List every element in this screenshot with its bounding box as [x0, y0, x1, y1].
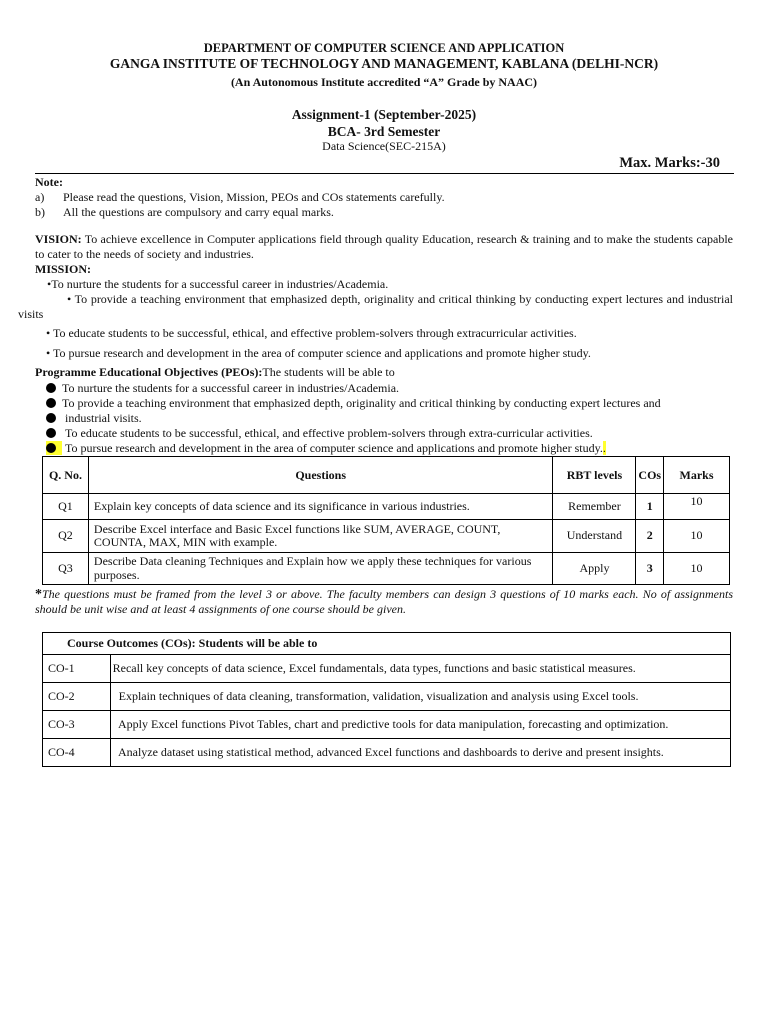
peo-item: To provide a teaching environment that emphasized depth, originality and critical thinking by conducting expert lectures and	[46, 396, 661, 411]
department-heading: DEPARTMENT OF COMPUTER SCIENCE AND APPLICATION	[203, 41, 565, 55]
bullet-icon	[46, 428, 56, 438]
vision-label: VISION:	[35, 232, 82, 246]
bullet-icon	[46, 413, 56, 423]
co-code: CO-3	[43, 711, 111, 739]
note-item-label: b)	[35, 205, 45, 219]
co-text: Recall key concepts of data science, Excel fundamentals, data types, functions and basic statistical measures.	[110, 655, 730, 683]
max-marks: Max. Marks:-30	[619, 155, 720, 171]
co-cell: 2	[636, 520, 664, 553]
note-item-text: All the questions are compulsory and carry equal marks.	[63, 205, 334, 219]
question-cell: Describe Excel interface and Basic Excel functions like SUM, AVERAGE, COUNT, COUNTA, MAX, MIN with example.	[88, 520, 553, 553]
header-marks: Marks	[664, 457, 730, 494]
header-rbt: RBT levels	[553, 457, 636, 494]
rbt-cell: Apply	[553, 553, 636, 585]
questions-table	[42, 456, 730, 585]
table-row	[43, 711, 731, 739]
rbt-cell: Understand	[553, 520, 636, 553]
course-outcomes-table	[42, 632, 731, 767]
peo-intro: The students will be able to	[262, 365, 395, 379]
peo-item: To nurture the students for a successful career in industries/Academia.	[46, 381, 399, 396]
table-row	[43, 520, 730, 553]
marks-cell: 10	[664, 553, 730, 585]
qno-cell: Q3	[43, 553, 89, 585]
highlighted-mark: .	[602, 441, 606, 455]
co-code: CO-2	[43, 683, 111, 711]
footnote-text: The questions must be framed from the level 3 or above. The faculty members can design 3 questions of 10 marks each. No of assignments should be unit wise and at least 4 assignments of one course should be given.	[35, 587, 733, 616]
table-row	[43, 494, 730, 520]
note-item-text: Please read the questions, Vision, Mission, PEOs and COs statements carefully.	[63, 190, 445, 204]
footnote	[35, 587, 733, 617]
note-title: Note:	[35, 175, 63, 189]
table-row	[43, 739, 731, 767]
table-row	[43, 683, 731, 711]
mission-label: MISSION:	[35, 262, 92, 276]
header-divider	[35, 173, 734, 174]
co-text: Explain techniques of data cleaning, transformation, validation, visualization and analysis using Excel tools.	[110, 683, 730, 711]
bullet-icon	[46, 383, 56, 393]
peo-item: industrial visits.	[46, 411, 142, 426]
highlighted-bullet	[46, 441, 62, 455]
table-row	[43, 553, 730, 585]
header-qno: Q. No.	[43, 457, 89, 494]
vision-statement	[35, 232, 733, 261]
rbt-cell: Remember	[553, 494, 636, 520]
co-cell: 1	[636, 494, 664, 520]
peo-item: To educate students to be successful, ethical, and effective problem-solvers through extra-curricular activities.	[46, 426, 593, 441]
marks-cell: 10	[664, 520, 730, 553]
mission-item: • To educate students to be successful, ethical, and effective problem-solvers through extracurricular activities.	[46, 326, 577, 340]
vision-text: To achieve excellence in Computer applications field through quality Education, research & training and to make the students capable to cater to the needs of society and industries.	[35, 232, 733, 261]
header-cos: COs	[636, 457, 664, 494]
qno-cell: Q2	[43, 520, 89, 553]
footnote-star: *	[35, 587, 42, 602]
table-row	[43, 655, 731, 683]
co-text: Analyze dataset using statistical method, advanced Excel functions and dashboards to derive and present insights.	[110, 739, 730, 767]
co-code: CO-4	[43, 739, 111, 767]
co-cell: 3	[636, 553, 664, 585]
co-text: Apply Excel functions Pivot Tables, chart and predictive tools for data manipulation, forecasting and optimization.	[110, 711, 730, 739]
question-cell: Explain key concepts of data science and its significance in various industries.	[88, 494, 553, 520]
peo-label: Programme Educational Objectives (PEOs):	[35, 365, 263, 379]
institute-heading: GANGA INSTITUTE OF TECHNOLOGY AND MANAGEMENT, KABLANA (DELHI-NCR)	[109, 56, 659, 71]
bullet-icon	[46, 398, 56, 408]
co-table-header	[43, 633, 731, 655]
note-item-label: a)	[35, 190, 45, 204]
co-code: CO-1	[43, 655, 111, 683]
peo-item: To pursue research and development in the area of computer science and applications and promote higher study..	[46, 441, 606, 456]
accreditation-line: (An Autonomous Institute accredited “A” Grade by NAAC)	[230, 75, 538, 89]
program-line: BCA- 3rd Semester	[327, 124, 441, 139]
qno-cell: Q1	[43, 494, 89, 520]
note-item	[35, 205, 334, 220]
mission-item: • To pursue research and development in the area of computer science and applications and promote higher study.	[46, 346, 591, 360]
bullet-icon	[46, 443, 56, 453]
peo-heading	[35, 365, 395, 380]
assignment-title: Assignment-1 (September-2025)	[291, 107, 477, 122]
note-item	[35, 190, 445, 205]
table-header-row	[43, 457, 730, 494]
mission-item: • To provide a teaching environment that emphasized depth, originality and critical thinking by conducting expert lectures and industrial visits	[18, 292, 733, 321]
co-table-title: Course Outcomes (COs): Students will be able to	[43, 633, 731, 655]
header-questions: Questions	[88, 457, 553, 494]
mission-item: •To nurture the students for a successful career in industries/Academia.	[47, 277, 389, 291]
subject-line: Data Science(SEC-215A)	[322, 139, 446, 153]
question-cell: Describe Data cleaning Techniques and Explain how we apply these techniques for various purposes.	[88, 553, 553, 585]
marks-cell: 10	[664, 494, 730, 520]
